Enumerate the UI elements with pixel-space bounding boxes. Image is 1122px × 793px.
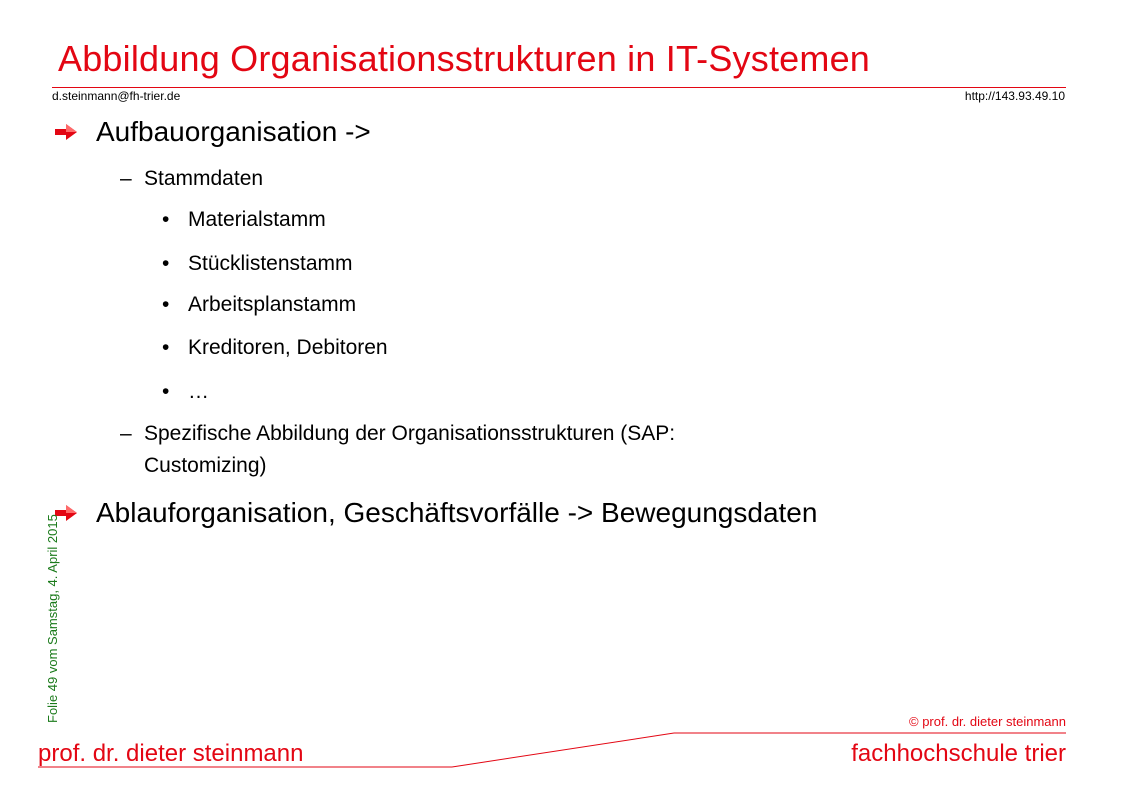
bullet-materialstamm: Materialstamm	[188, 208, 326, 231]
bullet-marker: •	[162, 380, 170, 403]
list-item-aufbauorganisation: Aufbauorganisation ->	[96, 116, 371, 147]
footer-author: prof. dr. dieter steinmann	[38, 740, 304, 767]
sub-item-spezifische-abbildung-line2: Customizing)	[144, 454, 267, 477]
list-item-ablauforganisation: Ablauforganisation, Geschäftsvorfälle -> Bewegungsdaten	[96, 497, 818, 528]
bullet-arbeitsplanstamm: Arbeitsplanstamm	[188, 293, 357, 316]
red-arrow-icon	[55, 124, 77, 140]
email-text: d.steinmann@fh-trier.de	[52, 89, 181, 103]
bullet-marker: •	[162, 336, 170, 359]
sub-item-stammdaten: Stammdaten	[144, 167, 264, 190]
bullet-marker: •	[162, 293, 170, 316]
dash-marker: –	[120, 422, 132, 445]
bullet-marker: •	[162, 208, 170, 231]
slide-number-date: Folie 49 vom Samstag, 4. April 2015	[45, 514, 60, 723]
slide-title: Abbildung Organisationsstrukturen in IT-Systemen	[58, 38, 871, 79]
sub-item-spezifische-abbildung-line1: Spezifische Abbildung der Organisationsstrukturen (SAP:	[144, 422, 676, 445]
bullet-ellipsis: …	[188, 380, 209, 403]
url-text: http://143.93.49.10	[964, 89, 1065, 103]
dash-marker: –	[120, 167, 132, 190]
title-rule	[52, 87, 1066, 88]
bullet-marker: •	[162, 252, 170, 275]
footer-institution: fachhochschule trier	[851, 740, 1066, 767]
bullet-kreditoren-debitoren: Kreditoren, Debitoren	[188, 336, 388, 359]
copyright-text: © prof. dr. dieter steinmann	[909, 714, 1066, 729]
bullet-stuecklistenstamm: Stücklistenstamm	[188, 252, 353, 275]
